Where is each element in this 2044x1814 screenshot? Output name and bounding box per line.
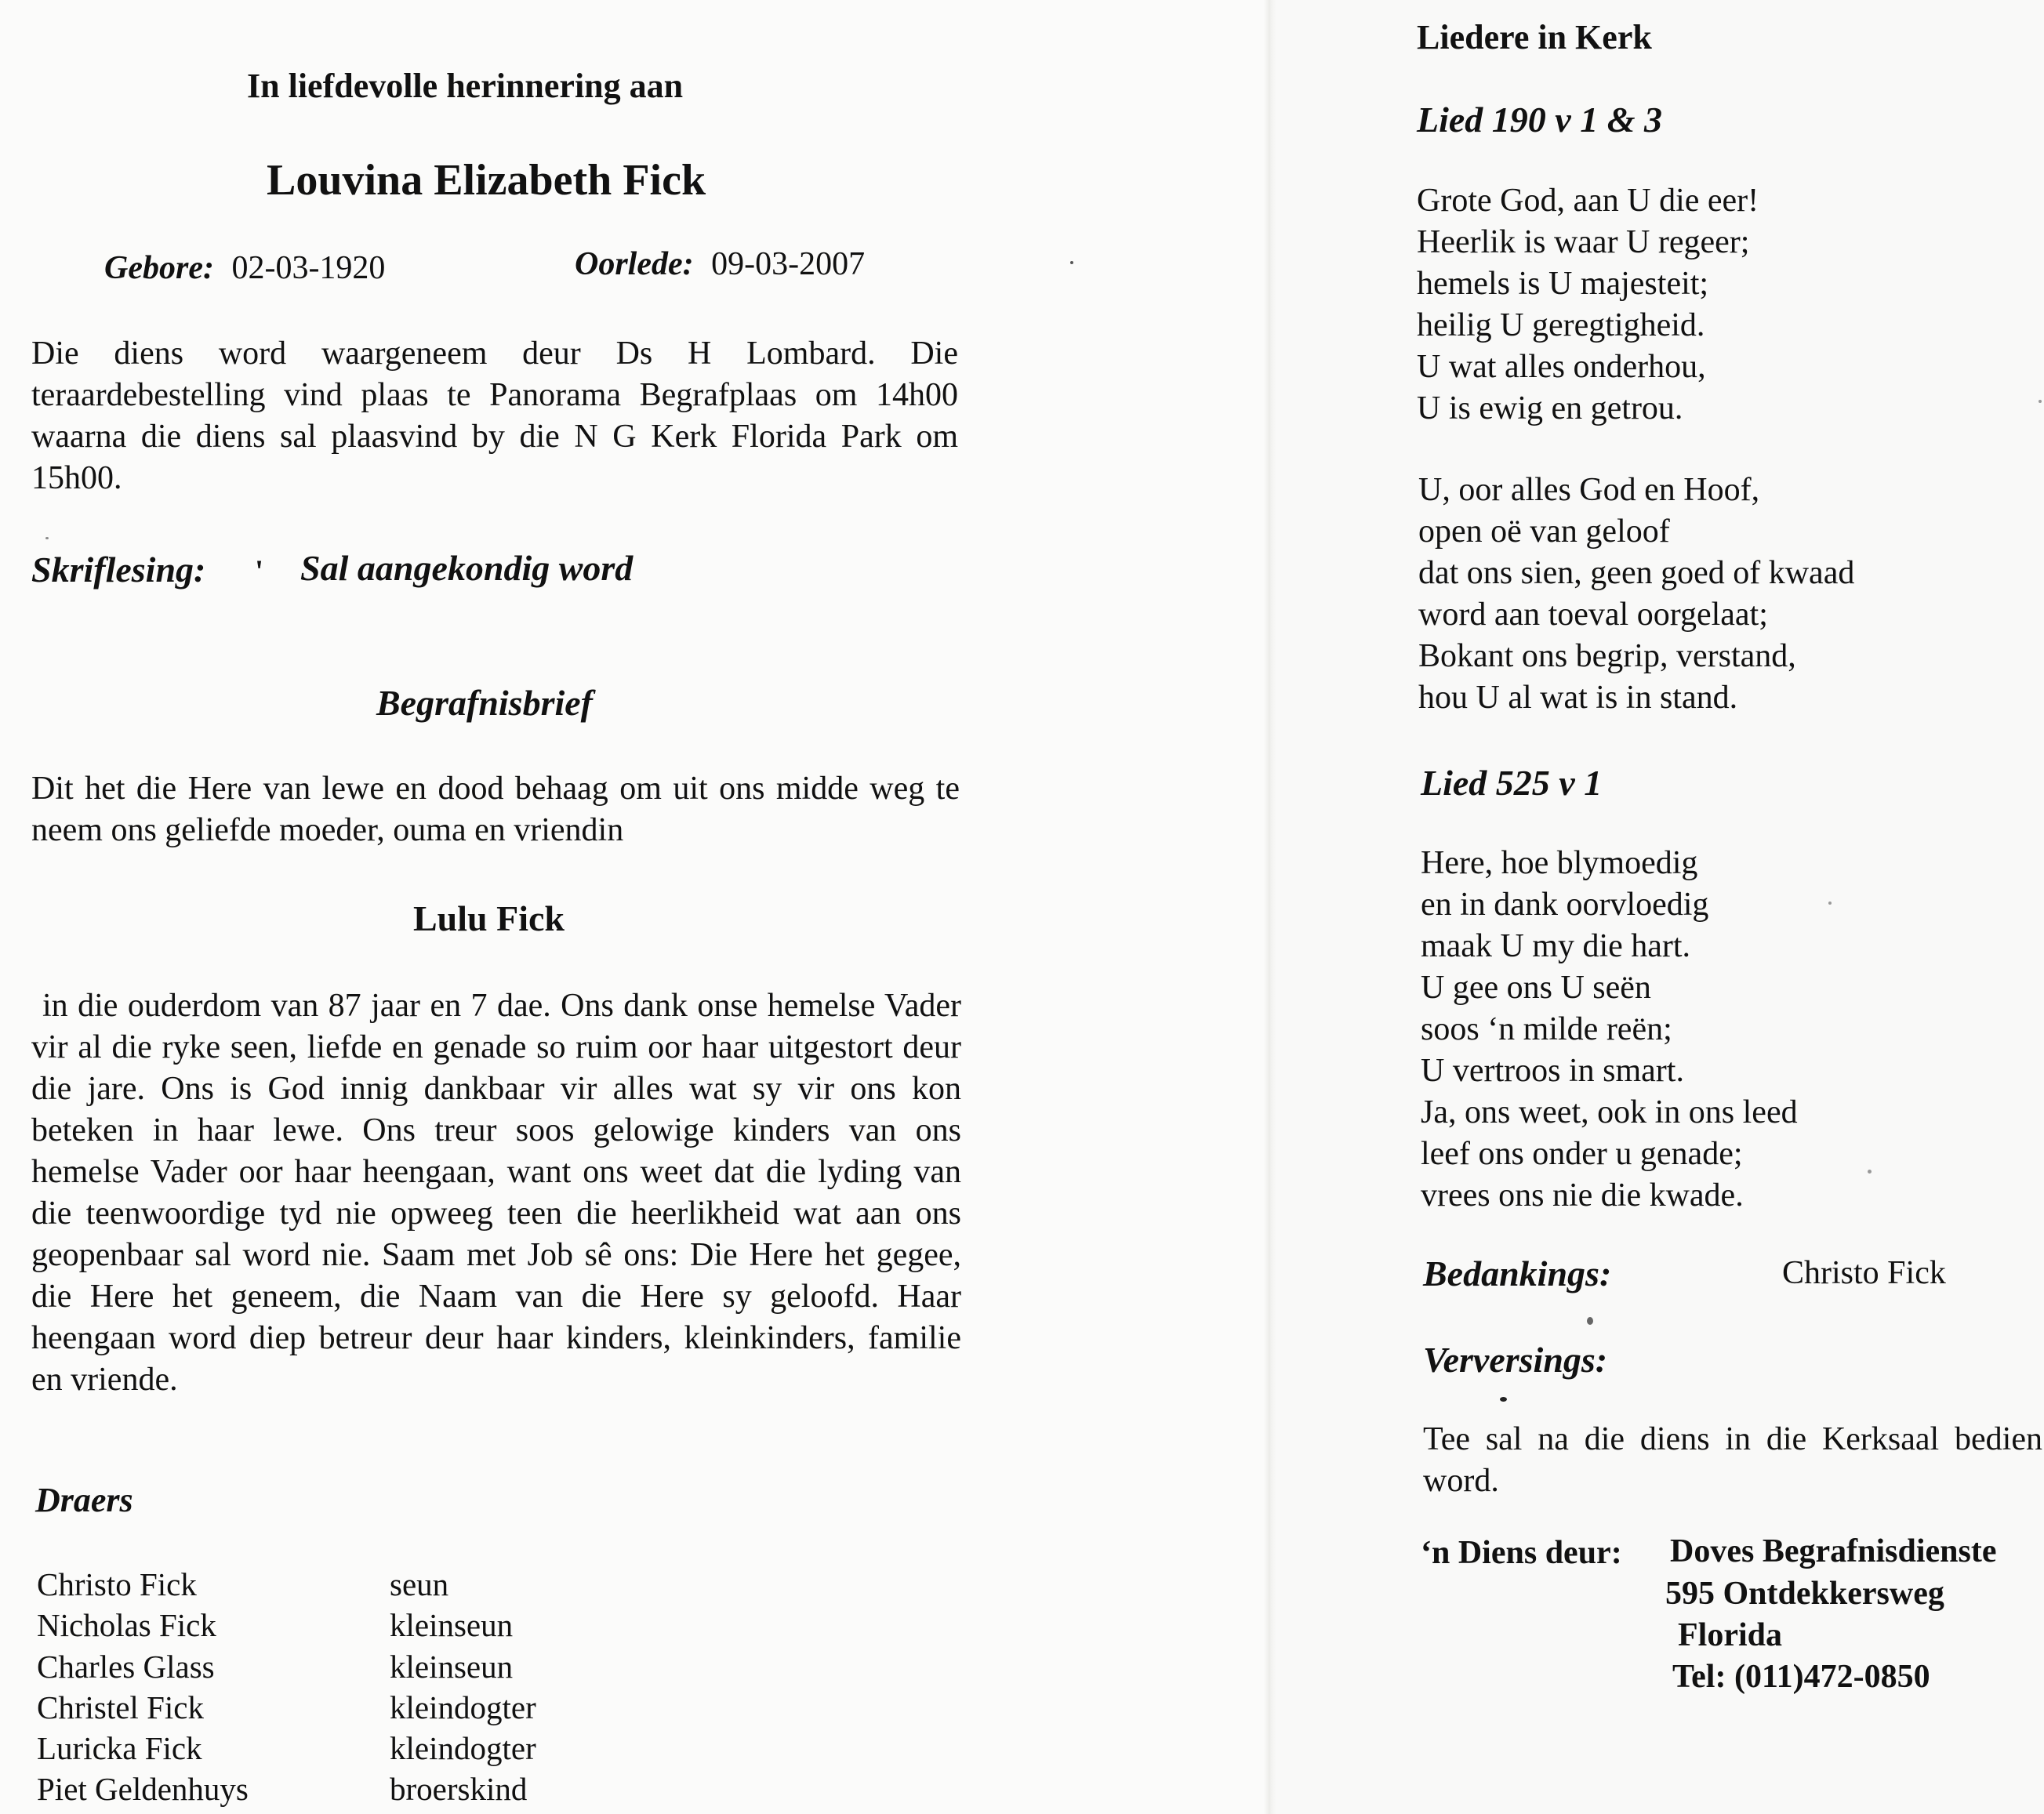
- scan-speck: [2039, 400, 2042, 403]
- thanks-value: Christo Fick: [1782, 1255, 1946, 1291]
- letter-title: Begrafnisbrief: [376, 683, 593, 723]
- scan-speck: [1868, 1170, 1872, 1174]
- verse-line: word aan toeval oorgelaat;: [1418, 597, 1768, 633]
- born-row: [104, 249, 385, 287]
- letter-body: in die ouderdom van 87 jaar en 7 dae. Ons dank onse hemelse Vader vir al die ryke seen, liefde en genade so ruim oor haar uitgestort deur die jare. Ons is God innig dankbaar vir alles wat sy vir ons kon beteken in haar lewe. Ons treur soos gelowige kinders van ons hemelse Vader oor haar heengaan, want ons weet dat die lyding van die teenwoordige tyd nie opweeg teen die heerlikheid wat aan ons geopenbaar sal word nie. Saam met Job sê ons: Die Here het gegee, die Here het geneem, die Naam van die Here sy geloofd. Haar heengaan word diep betreur deur haar kinders, kleinkinders, familie en vriende.: [31, 988, 961, 1398]
- verse-line: U is ewig en getrou.: [1417, 390, 1683, 426]
- verse-line: vrees ons nie die kwade.: [1421, 1177, 1744, 1214]
- verse-line: dat ons sien, geen goed of kwaad: [1418, 555, 1855, 591]
- hymn1-stanza2: [1418, 470, 1854, 719]
- verse-line: maak U my die hart.: [1421, 928, 1691, 964]
- verse-line: Here, hoe blymoedig: [1421, 845, 1698, 881]
- verse-line: open oë van geloof: [1418, 513, 1670, 550]
- scan-speck: [45, 537, 49, 539]
- verse-line: hemels is U majesteit;: [1417, 266, 1709, 302]
- bearer-name: Charles Glass: [37, 1649, 215, 1685]
- service-by-line: 595 Ontdekkersweg: [1665, 1576, 1944, 1612]
- bearer-name: Christo Fick: [37, 1566, 197, 1602]
- bearer-name: Christel Fick: [37, 1689, 204, 1725]
- verse-line: U wat alles onderhou,: [1417, 349, 1706, 385]
- memory-heading: In liefdevolle herinnering aan: [247, 67, 684, 105]
- deceased-name: Louvina Elizabeth Fick: [267, 156, 706, 205]
- reading-mark: ': [255, 553, 264, 589]
- bearer-relation: kleindogter: [390, 1730, 536, 1766]
- reading-label: Skriflesing:: [31, 550, 206, 590]
- verse-line: leef ons onder u genade;: [1421, 1136, 1743, 1172]
- refreshments-label: Verversings:: [1423, 1340, 1608, 1380]
- letter-intro: Dit het die Here van lewe en dood behaag om uit ons midde weg te neem ons geliefde moeder, ouma en vriendin: [31, 771, 960, 848]
- bearer-name: Piet Geldenhuys: [37, 1771, 249, 1807]
- bearer-name: Luricka Fick: [37, 1730, 202, 1766]
- verse-line: heilig U geregtigheid.: [1417, 307, 1705, 343]
- page-fold: [1264, 0, 1276, 1814]
- died-date: 09-03-2007: [711, 246, 866, 282]
- scan-speck: [1070, 261, 1073, 264]
- verse-line: en in dank oorvloedig: [1421, 887, 1709, 923]
- service-by-line: Doves Begrafnisdienste: [1670, 1533, 1997, 1569]
- verse-line: Bokant ons begrip, verstand,: [1418, 638, 1796, 674]
- hymn1-stanza1: [1417, 180, 1759, 430]
- scan-speck: [1587, 1317, 1593, 1325]
- verse-line: U gee ons U seën: [1421, 970, 1651, 1006]
- thanks-label: Bedankings:: [1423, 1253, 1612, 1293]
- verse-line: hou U al wat is in stand.: [1418, 680, 1738, 716]
- verse-line: U vertroos in smart.: [1421, 1053, 1684, 1089]
- nickname: Lulu Fick: [413, 898, 565, 938]
- bearer-relation: seun: [390, 1566, 449, 1602]
- verse-line: Grote God, aan U die eer!: [1417, 183, 1759, 219]
- died-row: [575, 245, 865, 283]
- service-by-line: Tel: (011)472-0850: [1672, 1659, 1930, 1695]
- hymn1-title: Lied 190 v 1 & 3: [1417, 100, 1662, 140]
- died-label: Oorlede:: [575, 246, 694, 282]
- songs-heading: Liedere in Kerk: [1417, 18, 1652, 56]
- reading-value: Sal aangekondig word: [300, 548, 634, 588]
- verse-line: soos ‘n milde reën;: [1421, 1011, 1672, 1047]
- hymn2-stanza: [1421, 843, 1798, 1217]
- bearers-heading: Draers: [35, 1481, 133, 1519]
- scan-speck: [1500, 1397, 1507, 1402]
- verse-line: U, oor alles God en Hoof,: [1418, 472, 1760, 508]
- bearer-relation: kleinseun: [390, 1607, 514, 1643]
- service-by-line: Florida: [1678, 1617, 1782, 1653]
- service-by-label: ‘n Diens deur:: [1421, 1535, 1622, 1571]
- hymn2-title: Lied 525 v 1: [1421, 763, 1603, 803]
- bearer-relation: kleindogter: [390, 1689, 536, 1725]
- bearer-name: Nicholas Fick: [37, 1607, 216, 1643]
- bearer-relation: kleinseun: [390, 1649, 514, 1685]
- born-label: Gebore:: [104, 250, 214, 286]
- service-paragraph: Die diens word waargeneem deur Ds H Lombard. Die teraardebestelling vind plaas te Panorama Begrafplaas om 14h00 waarna die diens sal plaasvind by die N G Kerk Florida Park om 15h00.: [31, 336, 958, 496]
- born-date: 02-03-1920: [231, 250, 386, 286]
- refreshments-text: Tee sal na die diens in die Kerksaal bedien word.: [1423, 1421, 2042, 1499]
- bearer-relation: broerskind: [390, 1771, 528, 1807]
- verse-line: Ja, ons weet, ook in ons leed: [1421, 1094, 1798, 1130]
- verse-line: Heerlik is waar U regeer;: [1417, 224, 1750, 260]
- scan-speck: [1828, 902, 1832, 905]
